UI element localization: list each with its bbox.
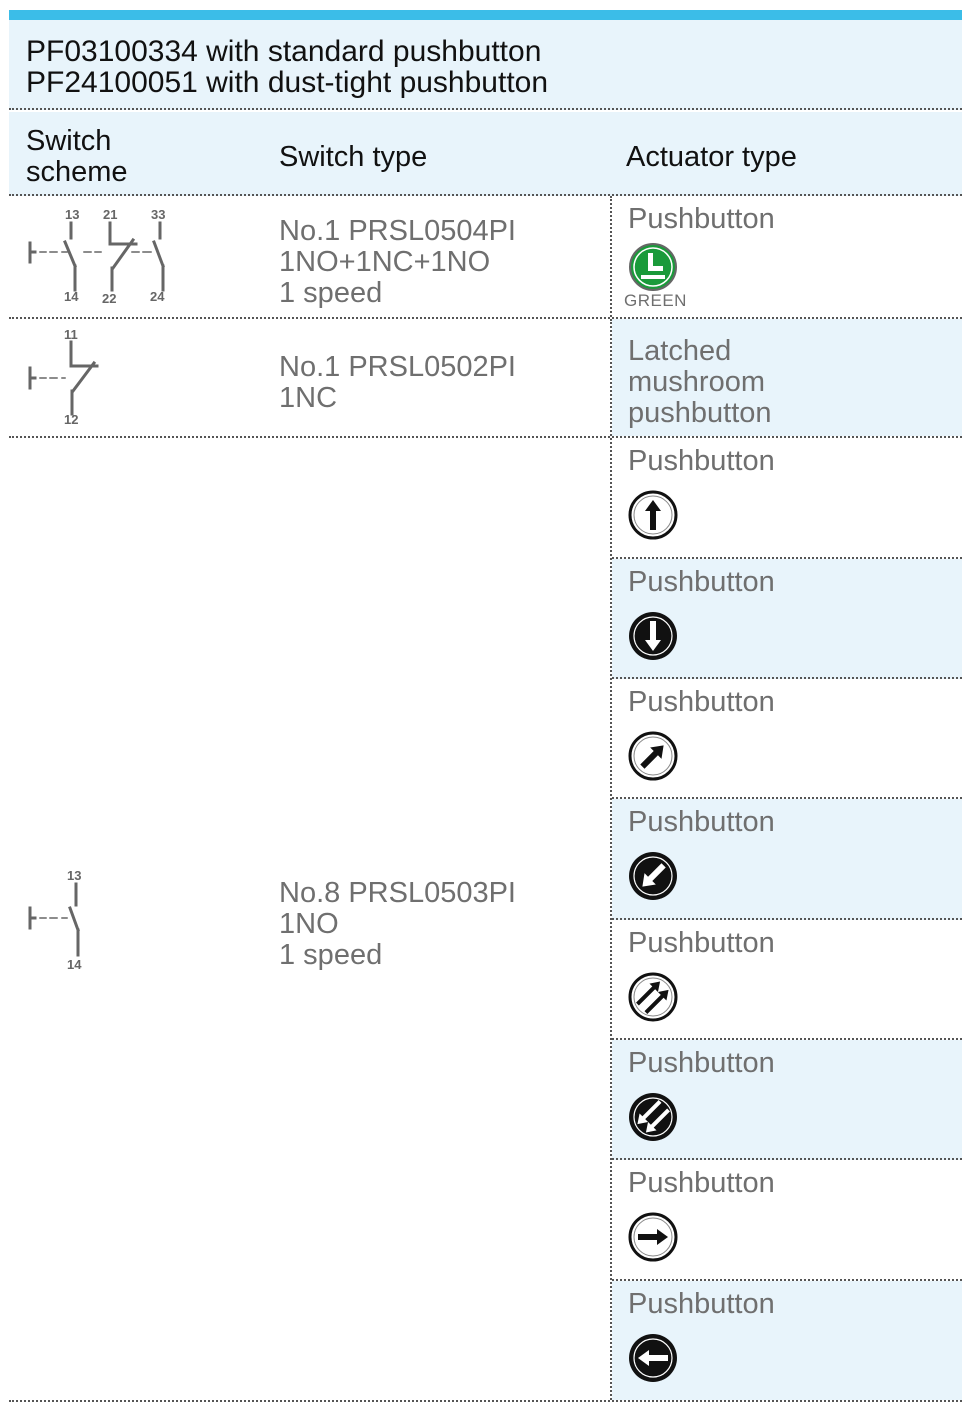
actuator-column: [610, 319, 962, 436]
actuator-cell: [612, 1040, 962, 1160]
double-arrow-down-left-icon: [628, 1092, 680, 1144]
actuator-label: [628, 336, 772, 429]
green-hand-press-icon: [628, 242, 680, 294]
switch-type-model: No.1 PRSL0502PI: [279, 351, 516, 383]
table-row: [9, 438, 962, 1402]
arrow-down-icon: [628, 611, 680, 663]
switch-type-speed: 1 speed: [279, 277, 383, 309]
terminal-label: 14: [67, 957, 82, 972]
actuator-cell: [612, 196, 962, 317]
terminal-label: 24: [150, 289, 165, 304]
arrow-up-icon: [628, 490, 680, 542]
actuator-label: Pushbutton: [628, 686, 775, 718]
actuator-cell: [612, 438, 962, 559]
switch-type-contacts: 1NO+1NC+1NO: [279, 246, 491, 278]
actuator-cell: [612, 319, 962, 436]
terminal-label: 13: [67, 868, 82, 883]
double-arrow-up-right-icon: [628, 972, 680, 1024]
arrow-down-left-icon: [628, 851, 680, 903]
switch-type-cell: [279, 878, 516, 971]
header-scheme-line-1: Switch: [26, 125, 112, 157]
switch-scheme-1no: [9, 868, 129, 978]
switch-type-cell: [279, 352, 516, 414]
table-title: [9, 20, 962, 110]
actuator-color-label: GREEN: [624, 291, 687, 310]
table-header: [9, 112, 962, 196]
actuator-cell: [612, 1160, 962, 1281]
actuator-label-line: mushroom: [628, 366, 765, 398]
terminal-label: 11: [64, 327, 78, 342]
top-accent-bar: [9, 10, 962, 20]
actuator-label: Pushbutton: [628, 203, 775, 235]
actuator-column: [610, 196, 962, 317]
terminal-label: 33: [151, 207, 166, 222]
actuator-cell: [612, 1281, 962, 1400]
title-line-2: PF24100051 with dust-tight pushbutton: [26, 66, 549, 99]
terminal-label: 14: [64, 289, 79, 304]
terminal-label: 13: [65, 207, 80, 222]
actuator-column: [610, 438, 962, 1400]
header-switch-type: Switch type: [279, 141, 428, 173]
actuator-label-line: pushbutton: [628, 397, 772, 429]
arrow-left-icon: [628, 1333, 680, 1385]
table-row: [9, 319, 962, 438]
actuator-label: Pushbutton: [628, 1047, 775, 1079]
actuator-label: Pushbutton: [628, 1288, 775, 1320]
title-line-1: PF03100334 with standard pushbutton: [26, 35, 542, 68]
switch-type-cell: [279, 216, 516, 309]
switch-scheme-1no-1nc-1no: [9, 196, 209, 317]
table-row: [9, 196, 962, 319]
actuator-label: Pushbutton: [628, 806, 775, 838]
terminal-label: 12: [64, 412, 79, 427]
header-switch-scheme: [26, 126, 128, 188]
actuator-label: Pushbutton: [628, 927, 775, 959]
switch-scheme-1nc: [9, 319, 129, 436]
switch-type-model: No.8 PRSL0503PI: [279, 877, 516, 909]
switch-type-contacts: 1NC: [279, 382, 338, 414]
actuator-cell: [612, 920, 962, 1040]
arrow-up-right-icon: [628, 731, 680, 783]
switch-type-model: No.1 PRSL0504PI: [279, 215, 516, 247]
header-scheme-line-2: scheme: [26, 156, 128, 188]
terminal-label: 22: [102, 291, 117, 306]
actuator-label: Pushbutton: [628, 1167, 775, 1199]
actuator-label: Pushbutton: [628, 445, 775, 477]
switch-type-contacts: 1NO: [279, 908, 339, 940]
actuator-cell: [612, 799, 962, 920]
arrow-right-icon: [628, 1212, 680, 1264]
actuator-label: Pushbutton: [628, 566, 775, 598]
actuator-cell: [612, 559, 962, 679]
switch-type-speed: 1 speed: [279, 939, 383, 971]
header-actuator-type: Actuator type: [626, 141, 797, 173]
actuator-cell: [612, 679, 962, 799]
actuator-label-line: Latched: [628, 335, 732, 367]
terminal-label: 21: [103, 207, 118, 222]
